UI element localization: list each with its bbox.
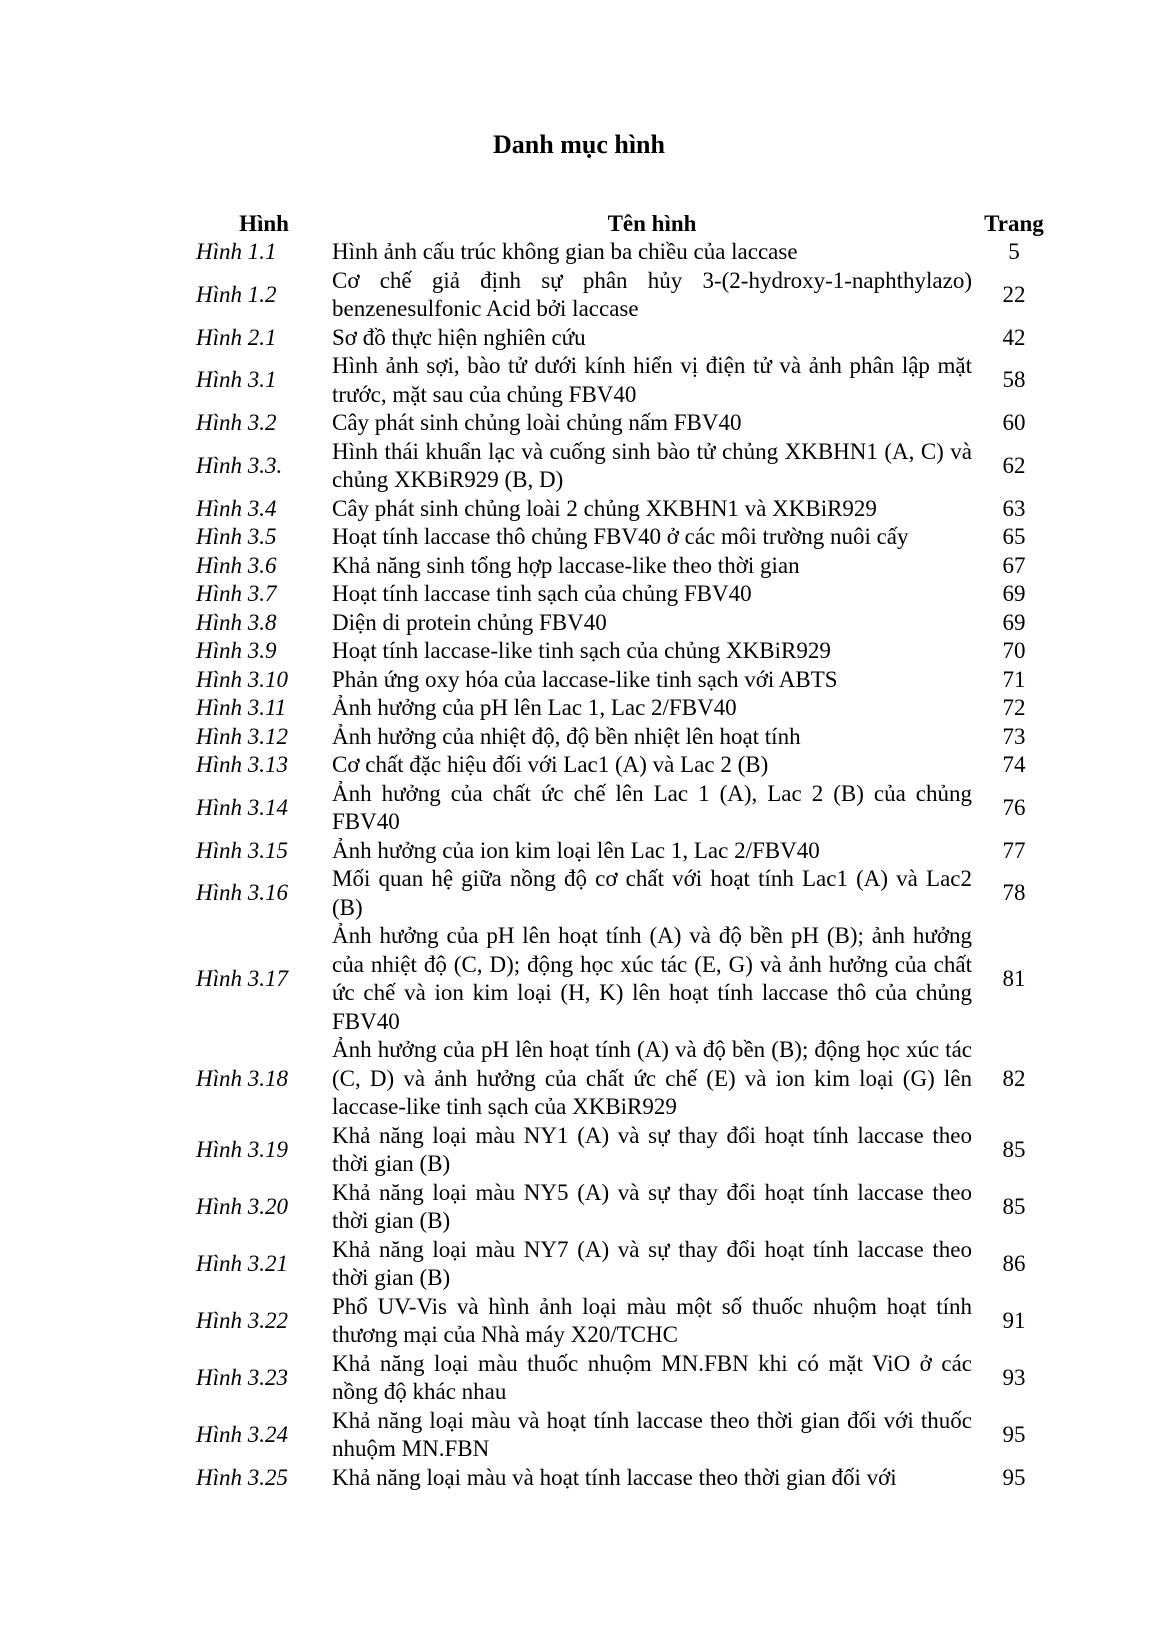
figure-name-cell: Khả năng loại màu và hoạt tính laccase theo thời gian đối với xyxy=(332,1464,897,1490)
figure-cell: Hình 3.17 xyxy=(196,965,288,991)
table-row xyxy=(196,1122,1056,1179)
table-row xyxy=(196,552,1056,581)
figure-cell: Hình 3.22 xyxy=(196,1307,288,1333)
table-row xyxy=(196,1464,1056,1493)
figure-cell: Hình 3.2 xyxy=(196,410,277,435)
figure-cell: Hình 3.4 xyxy=(196,495,277,521)
figure-cell: Hình 3.13 xyxy=(196,752,288,777)
page-number-cell: 69 xyxy=(1002,581,1026,606)
figure-cell: Hình 3.9 xyxy=(196,638,277,663)
figure-name-cell: Khả năng loại màu thuốc nhuộm MN.FBN khi có mặt ViO ở các nồng độ khác nhau xyxy=(332,1350,972,1404)
figure-name-cell: Ảnh hưởng của pH lên hoạt tính (A) và độ bền pH (B); ảnh hưởng của nhiệt độ (C, D); động học xúc tác (E, G) và ảnh hưởng của chất ức chế và ion kim loại (H, K) lên hoạt tính laccase thô của chủng FBV40 xyxy=(332,923,972,1034)
page-number-cell: 5 xyxy=(1008,239,1020,264)
page-number-cell: 82 xyxy=(1002,1065,1026,1091)
header-page: Trang xyxy=(984,210,1044,236)
table-row xyxy=(196,580,1056,609)
page-number-cell: 81 xyxy=(1002,965,1026,991)
table-row xyxy=(196,666,1056,695)
table-row xyxy=(196,267,1056,324)
figure-name-cell: Hình thái khuẩn lạc và cuống sinh bào tử chủng XKBHN1 (A, C) và chủng XKBiR929 (B, D) xyxy=(332,438,972,492)
figure-cell: Hình 3.11 xyxy=(196,695,287,720)
figure-name-cell: Ảnh hưởng của chất ức chế lên Lac 1 (A), Lac 2 (B) của chủng FBV40 xyxy=(332,780,972,834)
table-row xyxy=(196,495,1056,524)
figure-cell: Hình 1.2 xyxy=(196,281,277,307)
page-number-cell: 77 xyxy=(1002,837,1026,863)
figure-name-cell: Phản ứng oxy hóa của laccase-like tinh sạch với ABTS xyxy=(332,666,838,692)
page-number-cell: 86 xyxy=(1002,1250,1026,1276)
page-title: Danh mục hình xyxy=(493,130,665,159)
figure-name-cell: Mối quan hệ giữa nồng độ cơ chất với hoạt tính Lac1 (A) và Lac2 (B) xyxy=(332,866,972,920)
page-number-cell: 65 xyxy=(1002,524,1026,549)
figure-name-cell: Ảnh hưởng của nhiệt độ, độ bền nhiệt lên hoạt tính xyxy=(332,723,801,749)
figure-cell: Hình 1.1 xyxy=(196,239,277,264)
figure-name-cell: Khả năng loại màu NY5 (A) và sự thay đổi hoạt tính laccase theo thời gian (B) xyxy=(332,1179,972,1233)
figure-cell: Hình 3.16 xyxy=(196,880,288,906)
page-number-cell: 42 xyxy=(1002,324,1026,350)
figure-cell: Hình 3.3. xyxy=(196,452,283,478)
table-row xyxy=(196,1350,1056,1407)
figure-name-cell: Ảnh hưởng của pH lên Lac 1, Lac 2/FBV40 xyxy=(332,695,737,720)
figure-name-cell: Ảnh hưởng của pH lên hoạt tính (A) và độ bền (B); động học xúc tác (C, D) và ảnh hưởng của chất ức chế (E) và ion kim loại (G) lên laccase-like tinh sạch của XKBiR929 xyxy=(332,1037,972,1119)
table-row xyxy=(196,723,1056,752)
table-row xyxy=(196,1236,1056,1293)
figure-name-cell: Cây phát sinh chủng loài chủng nấm FBV40 xyxy=(332,410,742,435)
table-row xyxy=(196,352,1056,409)
figure-name-cell: Hình ảnh sợi, bào tử dưới kính hiển vị điện tử và ảnh phân lập mặt trước, mặt sau của chủng FBV40 xyxy=(332,353,972,407)
figure-cell: Hình 3.7 xyxy=(196,581,277,606)
figure-cell: Hình 3.12 xyxy=(196,723,288,749)
table-row xyxy=(196,751,1056,780)
figure-cell: Hình 3.5 xyxy=(196,524,277,549)
figure-name-cell: Khả năng loại màu và hoạt tính laccase theo thời gian đối với thuốc nhuộm MN.FBN xyxy=(332,1407,972,1461)
table-row xyxy=(196,409,1056,438)
figure-cell: Hình 3.14 xyxy=(196,794,288,820)
figure-name-cell: Khả năng loại màu NY7 (A) và sự thay đổi hoạt tính laccase theo thời gian (B) xyxy=(332,1236,972,1290)
page-number-cell: 93 xyxy=(1002,1364,1026,1390)
table-row xyxy=(196,922,1056,1036)
figure-cell: Hình 3.8 xyxy=(196,609,277,635)
page-number-cell: 71 xyxy=(1002,666,1026,692)
table-row xyxy=(196,238,1056,267)
table-row xyxy=(196,780,1056,837)
page-number-cell: 78 xyxy=(1002,880,1026,906)
figure-name-cell: Phổ UV-Vis và hình ảnh loại màu một số thuốc nhuộm hoạt tính thương mại của Nhà máy X20/TCHC xyxy=(332,1293,972,1347)
figure-cell: Hình 3.1 xyxy=(196,367,277,393)
figure-name-cell: Diện di protein chủng FBV40 xyxy=(332,609,607,635)
figure-cell: Hình 3.23 xyxy=(196,1364,288,1390)
table-row xyxy=(196,1293,1056,1350)
figure-name-cell: Cây phát sinh chủng loài 2 chủng XKBHN1 và XKBiR929 xyxy=(332,495,877,521)
figure-cell: Hình 3.25 xyxy=(196,1464,288,1490)
figure-name-cell: Hoạt tính laccase thô chủng FBV40 ở các môi trường nuôi cấy xyxy=(332,524,909,549)
table-row xyxy=(196,837,1056,866)
figure-name-cell: Ảnh hưởng của ion kim loại lên Lac 1, Lac 2/FBV40 xyxy=(332,837,820,863)
header-name: Tên hình xyxy=(607,210,697,236)
table-row xyxy=(196,1407,1056,1464)
figure-cell: Hình 3.6 xyxy=(196,552,277,578)
page-number-cell: 73 xyxy=(1002,723,1026,749)
header-figure: Hình xyxy=(239,210,289,236)
page-number-cell: 95 xyxy=(1002,1464,1026,1490)
figure-cell: Hình 3.10 xyxy=(196,666,288,692)
figure-cell: Hình 3.21 xyxy=(196,1250,288,1276)
table-row xyxy=(196,637,1056,666)
table-row xyxy=(196,694,1056,723)
figure-list-table xyxy=(196,208,1056,1492)
page-number-cell: 22 xyxy=(1002,281,1026,307)
table-row xyxy=(196,523,1056,552)
figure-cell: Hình 3.19 xyxy=(196,1136,288,1162)
table-row xyxy=(196,1179,1056,1236)
page-number-cell: 72 xyxy=(1002,695,1026,720)
page-number-cell: 91 xyxy=(1002,1307,1026,1333)
figure-name-cell: Hoạt tính laccase-like tinh sạch của chủng XKBiR929 xyxy=(332,638,831,663)
page-number-cell: 85 xyxy=(1002,1136,1026,1162)
figure-cell: Hình 2.1 xyxy=(196,324,277,350)
page-number-cell: 62 xyxy=(1002,452,1026,478)
figure-name-cell: Khả năng loại màu NY1 (A) và sự thay đổi hoạt tính laccase theo thời gian (B) xyxy=(332,1122,972,1176)
figure-name-cell: Cơ chế giả định sự phân hủy 3-(2-hydroxy-1-naphthylazo) benzenesulfonic Acid bởi laccase xyxy=(332,267,972,321)
table-row xyxy=(196,865,1056,922)
page-number-cell: 95 xyxy=(1002,1421,1026,1447)
table-body xyxy=(196,238,1056,1492)
table-row xyxy=(196,609,1056,638)
page-number-cell: 67 xyxy=(1002,552,1026,578)
figure-cell: Hình 3.20 xyxy=(196,1193,288,1219)
page-number-cell: 85 xyxy=(1002,1193,1026,1219)
figure-cell: Hình 3.15 xyxy=(196,837,288,863)
figure-cell: Hình 3.18 xyxy=(196,1065,288,1091)
page-number-cell: 74 xyxy=(1002,752,1026,777)
page-number-cell: 69 xyxy=(1002,609,1026,635)
figure-cell: Hình 3.24 xyxy=(196,1421,288,1447)
page-number-cell: 76 xyxy=(1002,794,1026,820)
figure-name-cell: Khả năng sinh tổng hợp laccase-like theo thời gian xyxy=(332,552,800,578)
figure-name-cell: Hình ảnh cấu trúc không gian ba chiều của laccase xyxy=(332,239,798,264)
figure-name-cell: Cơ chất đặc hiệu đối với Lac1 (A) và Lac 2 (B) xyxy=(332,752,769,777)
table-row xyxy=(196,324,1056,353)
table-row xyxy=(196,1036,1056,1122)
page-number-cell: 63 xyxy=(1002,495,1026,521)
table-header-row xyxy=(196,208,1056,238)
page-number-cell: 60 xyxy=(1002,410,1026,435)
page-number-cell: 70 xyxy=(1002,638,1026,663)
figure-name-cell: Sơ đồ thực hiện nghiên cứu xyxy=(332,324,586,350)
table-row xyxy=(196,438,1056,495)
page-number-cell: 58 xyxy=(1002,367,1026,393)
figure-name-cell: Hoạt tính laccase tinh sạch của chủng FBV40 xyxy=(332,581,752,606)
